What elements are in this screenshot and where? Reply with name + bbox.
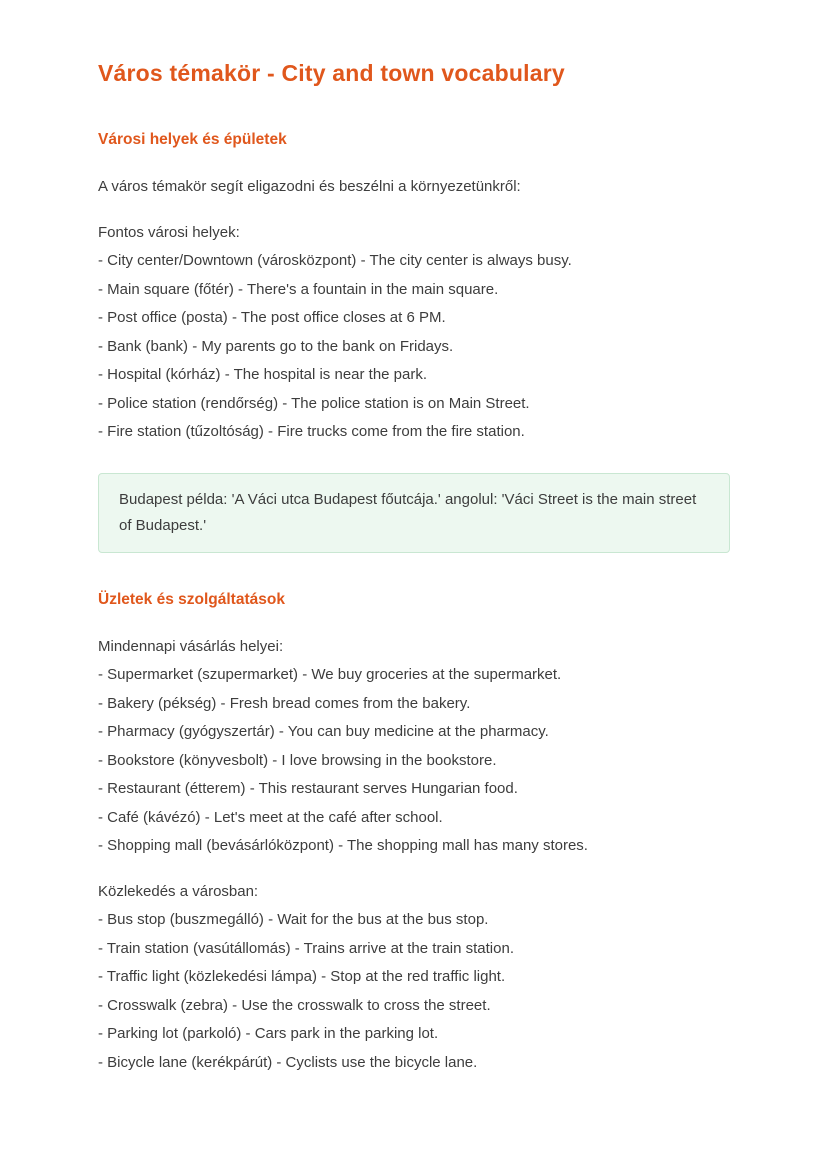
vocab-item: - Crosswalk (zebra) - Use the crosswalk to cross the street. — [98, 996, 491, 1014]
section-intro: A város témakör segít eligazodni és beszélni a környezetünkről: — [98, 178, 521, 195]
vocab-item: - Police station (rendőrség) - The police station is on Main Street. — [98, 394, 530, 412]
vocab-item: - Parking lot (parkoló) - Cars park in the parking lot. — [98, 1025, 439, 1042]
example-callout — [98, 473, 730, 553]
example-callout-text: Budapest példa: 'A Váci utca Budapest főutcája.' angolul: 'Váci Street is the main street of Budapest.' — [119, 490, 697, 534]
vocab-item: - Bank (bank) - My parents go to the bank on Fridays. — [98, 337, 454, 355]
section-shops-services — [98, 591, 730, 1078]
vocab-list-important-places — [98, 247, 730, 447]
vocab-item: - Bakery (pékség) - Fresh bread comes from the bakery. — [98, 694, 471, 712]
vocab-item: - Fire station (tűzoltóság) - Fire trucks come from the fire station. — [98, 423, 525, 440]
vocab-item: - Café (kávézó) - Let's meet at the café after school. — [98, 808, 443, 826]
vocab-item: - Main square (főtér) - There's a fountain in the main square. — [98, 280, 499, 298]
section-heading-shops-services: Üzletek és szolgáltatások — [98, 590, 285, 608]
vocab-item: - City center/Downtown (városközpont) - The city center is always busy. — [98, 252, 572, 269]
list-label-transport: Közlekedés a városban: — [98, 882, 259, 900]
list-label-shopping-places: Mindennapi vásárlás helyei: — [98, 637, 284, 655]
vocab-item: - Shopping mall (bevásárlóközpont) - The shopping mall has many stores. — [98, 837, 588, 854]
vocab-list-transport — [98, 906, 730, 1077]
section-heading-city-places: Városi helyek és épületek — [98, 131, 287, 148]
vocab-item: - Restaurant (étterem) - This restaurant serves Hungarian food. — [98, 780, 518, 797]
vocab-item: - Bus stop (buszmegálló) - Wait for the bus at the bus stop. — [98, 911, 489, 928]
vocab-list-shopping-places — [98, 661, 730, 861]
vocab-item: - Hospital (kórház) - The hospital is near the park. — [98, 366, 428, 383]
vocab-item: - Pharmacy (gyógyszertár) - You can buy medicine at the pharmacy. — [98, 723, 549, 740]
vocab-item: - Bookstore (könyvesbolt) - I love browsing in the bookstore. — [98, 751, 497, 769]
section-city-places — [98, 131, 730, 553]
vocab-item: - Bicycle lane (kerékpárút) - Cyclists use the bicycle lane. — [98, 1053, 478, 1071]
page-title: Város témakör - City and town vocabulary — [98, 60, 565, 86]
vocab-item: - Supermarket (szupermarket) - We buy groceries at the supermarket. — [98, 666, 562, 683]
list-label-important-places: Fontos városi helyek: — [98, 223, 240, 241]
vocab-item: - Train station (vasútállomás) - Trains arrive at the train station. — [98, 939, 514, 957]
vocab-item: - Post office (posta) - The post office closes at 6 PM. — [98, 309, 446, 326]
vocab-item: - Traffic light (közlekedési lámpa) - Stop at the red traffic light. — [98, 968, 506, 985]
